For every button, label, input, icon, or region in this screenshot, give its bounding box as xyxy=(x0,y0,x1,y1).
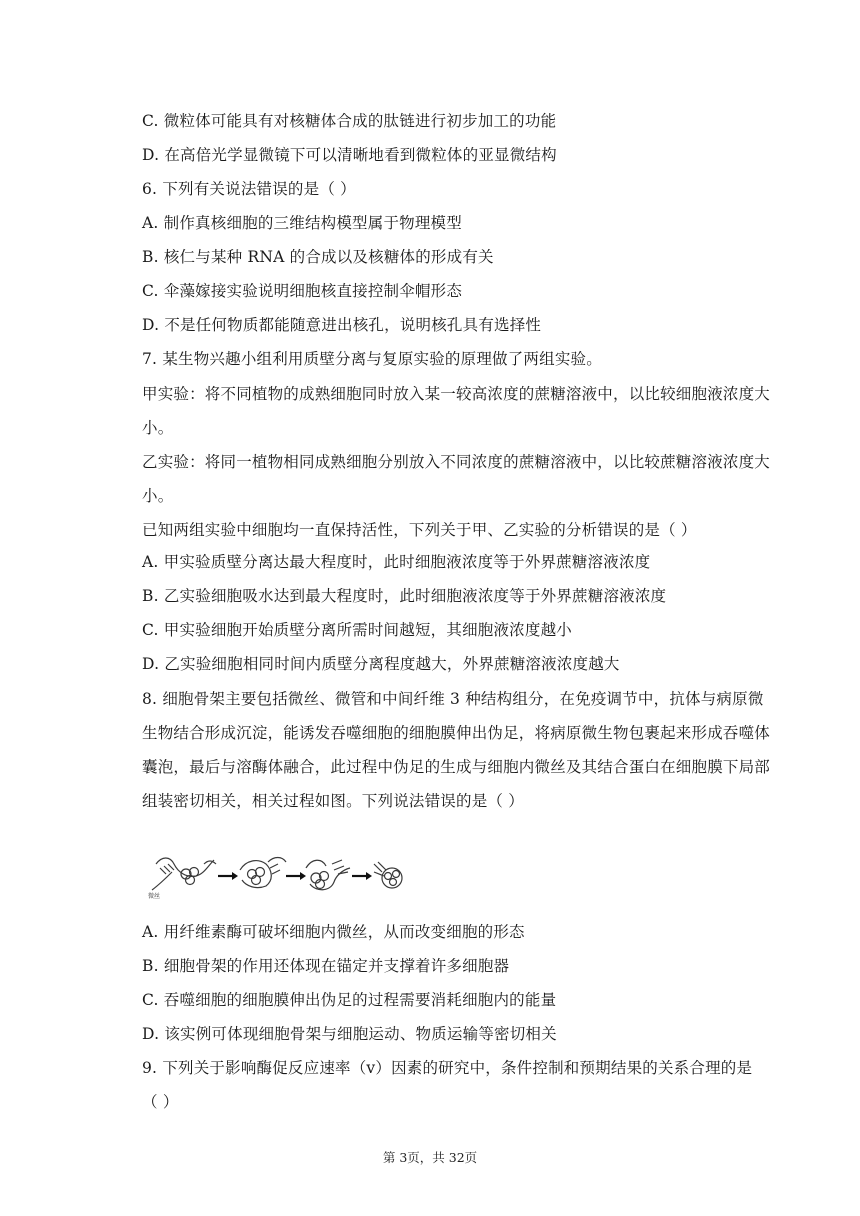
option-d-q8: D. 该实例可体现细胞骨架与细胞运动、物质运输等密切相关 xyxy=(142,1025,557,1043)
option-d-q7: D. 乙实验细胞相同时间内质壁分离程度越大，外界蔗糖溶液浓度越大 xyxy=(142,655,620,673)
option-a-q7: A. 甲实验质壁分离达最大程度时，此时细胞液浓度等于外界蔗糖溶液浓度 xyxy=(142,553,651,571)
question-8-stem-line-2: 生物结合形成沉淀，能诱发吞噬细胞的细胞膜伸出伪足，将病原微生物包裹起来形成吞噬体 xyxy=(142,724,771,742)
experiment-b-line-1: 乙实验：将同一植物相同成熟细胞分别放入不同浓度的蔗糖溶液中，以比较蔗糖溶液浓度大 xyxy=(142,453,771,471)
question-7-prompt: 已知两组实验中细胞均一直保持活性，下列关于甲、乙实验的分析错误的是（ ） xyxy=(142,521,697,539)
option-a-q8: A. 用纤维素酶可破坏细胞内微丝，从而改变细胞的形态 xyxy=(142,923,525,941)
option-b-q6: B. 核仁与某种 RNA 的合成以及核糖体的形成有关 xyxy=(142,248,494,266)
option-b-q7: B. 乙实验细胞吸水达到最大程度时，此时细胞液浓度等于外界蔗糖溶液浓度 xyxy=(142,587,667,605)
phagocytosis-figure xyxy=(146,850,408,900)
question-8-stem-line-4: 组装密切相关，相关过程如图。下列说法错误的是（ ） xyxy=(142,792,524,810)
question-6-stem: 6. 下列有关说法错误的是（ ） xyxy=(142,180,356,198)
option-c-q8: C. 吞噬细胞的细胞膜伸出伪足的过程需要消耗细胞内的能量 xyxy=(142,991,557,1009)
question-9-paren: （ ） xyxy=(142,1093,179,1111)
question-8-stem-line-1: 8. 细胞骨架主要包括微丝、微管和中间纤维 3 种结构组分，在免疫调节中，抗体与病原微 xyxy=(142,690,764,708)
option-c-q7: C. 甲实验细胞开始质壁分离所需时间越短，其细胞液浓度越小 xyxy=(142,621,572,639)
option-c-q5: C. 微粒体可能具有对核糖体合成的肽链进行初步加工的功能 xyxy=(142,112,557,130)
figure-label: 微丝 xyxy=(148,893,161,900)
page-footer: 第 3页，共 32页 xyxy=(382,1150,478,1165)
experiment-b-line-2: 小。 xyxy=(142,487,174,505)
question-7-stem: 7. 某生物兴趣小组利用质壁分离与复原实验的原理做了两组实验。 xyxy=(142,350,602,368)
option-b-q8: B. 细胞骨架的作用还体现在锚定并支撑着许多细胞器 xyxy=(142,957,510,975)
question-8-stem-line-3: 囊泡，最后与溶酶体融合，此过程中伪足的生成与细胞内微丝及其结合蛋白在细胞膜下局部 xyxy=(142,758,771,776)
option-d-q6: D. 不是任何物质都能随意进出核孔，说明核孔具有选择性 xyxy=(142,316,542,334)
option-d-q5: D. 在高倍光学显微镜下可以清晰地看到微粒体的亚显微结构 xyxy=(142,146,557,164)
experiment-a-line-1: 甲实验：将不同植物的成熟细胞同时放入某一较高浓度的蔗糖溶液中，以比较细胞液浓度大 xyxy=(142,385,771,403)
option-c-q6: C. 伞藻嫁接实验说明细胞核直接控制伞帽形态 xyxy=(142,282,463,300)
option-a-q6: A. 制作真核细胞的三维结构模型属于物理模型 xyxy=(142,214,462,232)
question-9-stem: 9. 下列关于影响酶促反应速率（v）因素的研究中，条件控制和预期结果的关系合理的是 xyxy=(142,1059,753,1077)
experiment-a-line-2: 小。 xyxy=(142,419,174,437)
